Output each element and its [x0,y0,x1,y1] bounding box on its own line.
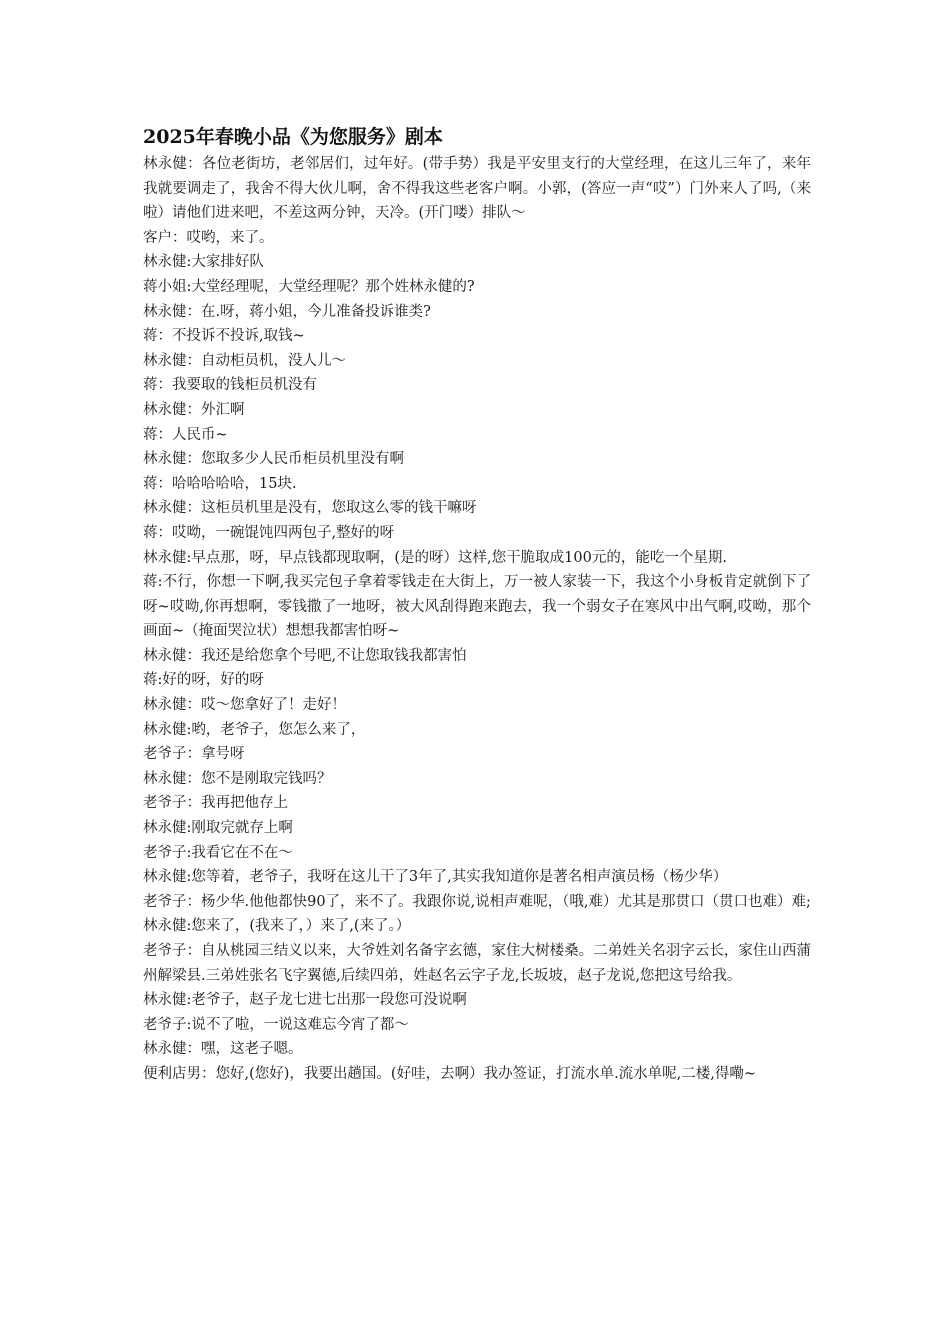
script-line: 林永健:您等着，老爷子，我呀在这儿干了3年了,其实我知道你是著名相声演员杨（杨少华） [143,869,728,886]
script-line: 老爷子：杨少华.他他都快90了，来不了。我跟你说,说相声难呢，（哦,难）尤其是那贯口（贯口也难）难; [143,893,811,910]
script-line: 老爷子:我看它在不在～ [143,844,293,861]
script-line: 蒋：不投诉不投诉,取钱~ [143,328,305,345]
script-line: 蒋:好的呀，好的呀 [143,672,264,689]
script-line: 林永健：您不是刚取完钱吗？ [143,770,332,787]
script-lines [143,152,811,1087]
script-line: 林永健：各位老街坊，老邻居们，过年好。(带手势）我是平安里支行的大堂经理，在这儿三年了，来年我就要调走了，我舍不得大伙儿啊，舍不得我这些老客户啊。小郭，(答应一声“哎”）门外来人了吗,（来啦）请他们进来吧，不差这两分钟，天冷。(开门喽）排队～ [143,156,811,222]
document-title: 2025年春晚小品《为您服务》剧本 [143,126,443,148]
script-line: 林永健:早点那，呀，早点钱都现取啊，(是的呀）这样,您干脆取成100元的，能吃一个星期. [143,549,727,566]
script-line: 林永健:哟，老爷子，您怎么来了， [143,721,366,738]
script-line: 客户：哎哟，来了。 [143,229,274,246]
document-page [143,122,811,1087]
script-line: 蒋：哈哈哈哈哈，15块. [143,475,297,492]
script-line: 老爷子：自从桃园三结义以来，大爷姓刘名备字玄德，家住大树楼桑。二弟姓关名羽字云长，家住山西蒲州解梁县.三弟姓张名飞字翼德,后续四弟，姓赵名云字子龙,长坂坡，赵子龙说,您把这号给我。 [143,943,811,984]
script-line: 林永健：我还是给您拿个号吧,不让您取钱我都害怕 [143,647,467,664]
script-line: 林永健:老爷子，赵子龙七进七出那一段您可没说啊 [143,992,467,1009]
script-line: 蒋小姐:大堂经理呢，大堂经理呢？那个姓林永健的? [143,278,475,295]
script-line: 老爷子:说不了啦，一说这难忘今宵了都～ [143,1016,409,1033]
script-line: 蒋：人民币~ [143,426,228,443]
script-line: 便利店男：您好,(您好)，我要出趟国。(好哇，去啊）我办签证，打流水单.流水单呢,二楼,得嘞~ [143,1065,757,1082]
script-line: 老爷子：拿号呀 [143,746,245,763]
script-line: 林永健:刚取完就存上啊 [143,820,293,837]
script-line: 林永健：这柜员机里是没有，您取这么零的钱干嘛呀 [143,500,477,517]
script-line: 林永健：外汇啊 [143,401,245,418]
script-line: 蒋：哎呦，一碗馄饨四两包子,整好的呀 [143,524,395,541]
script-line: 林永健：哎～您拿好了！走好！ [143,697,346,714]
script-line: 蒋：我要取的钱柜员机没有 [143,377,317,394]
script-line: 老爷子：我再把他存上 [143,795,288,812]
script-line: 林永健：嘿，这老子嗯。 [143,1041,303,1058]
script-line: 林永健：在.呀，蒋小姐，今儿准备投诉谁类? [143,303,431,320]
script-line: 林永健：自动柜员机，没人儿～ [143,352,346,369]
script-line: 蒋:不行，你想一下啊,我买完包子拿着零钱走在大街上，万一被人家装一下，我这个小身板肯定就倒下了呀~哎呦,你再想啊，零钱撒了一地呀，被大风刮得跑来跑去，我一个弱女子在寒风中出气啊,哎呦，那个画面~（掩面哭泣状）想想我都害怕呀~ [143,574,811,640]
script-line: 林永健：您取多少人民币柜员机里没有啊 [143,451,404,468]
script-line: 林永健:大家排好队 [143,254,264,271]
script-line: 林永健:您来了，(我来了，）来了,(来了。） [143,918,411,935]
